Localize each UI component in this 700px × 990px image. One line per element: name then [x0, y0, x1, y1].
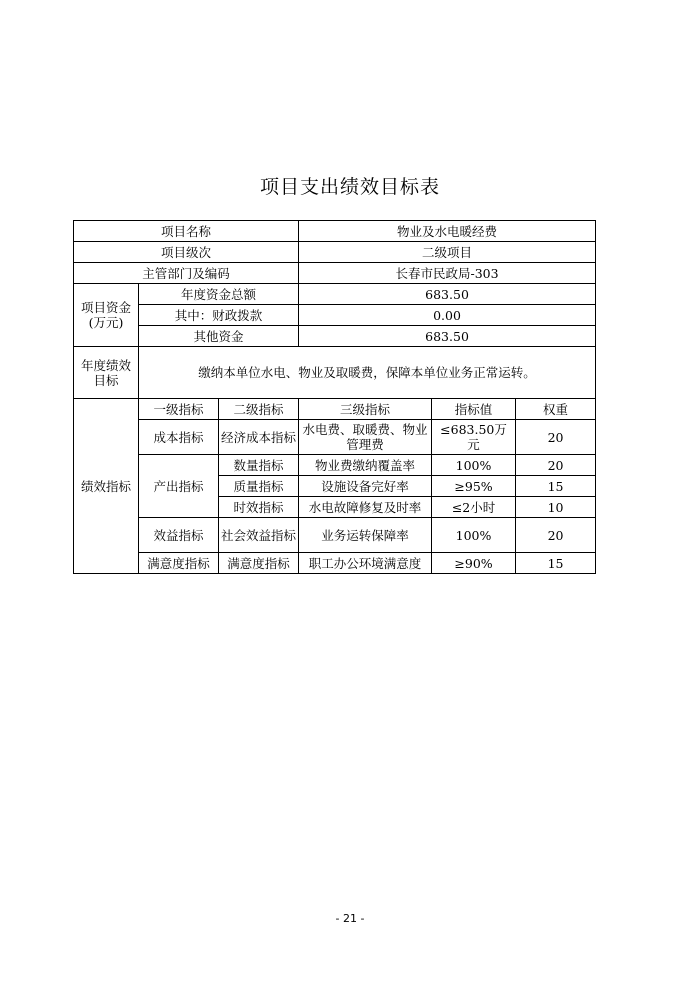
level3-cell: 设施设备完好率	[299, 476, 432, 497]
level3-cell: 职工办公环境满意度	[299, 553, 432, 574]
table-row	[74, 518, 596, 553]
project-name-label: 项目名称	[74, 221, 299, 242]
department-label: 主管部门及编码	[74, 263, 299, 284]
table-row	[74, 420, 596, 455]
weight-cell: 20	[516, 518, 596, 553]
level2-cell: 满意度指标	[219, 553, 299, 574]
table-row	[74, 221, 596, 242]
table-row	[74, 242, 596, 263]
group-satisfaction: 满意度指标	[139, 553, 219, 574]
project-name-value: 物业及水电暖经费	[299, 221, 596, 242]
annual-goal-label: 年度绩效目标	[74, 347, 139, 399]
table-row	[74, 326, 596, 347]
level2-cell: 时效指标	[219, 497, 299, 518]
table-row	[74, 455, 596, 476]
value-cell: ≤2小时	[432, 497, 516, 518]
project-level-label: 项目级次	[74, 242, 299, 263]
weight-cell: 15	[516, 476, 596, 497]
level3-cell: 业务运转保障率	[299, 518, 432, 553]
page-title: 项目支出绩效目标表	[259, 176, 440, 198]
level3-cell: 水电故障修复及时率	[299, 497, 432, 518]
table-row	[74, 347, 596, 399]
funds-total-value: 683.50	[299, 284, 596, 305]
weight-cell: 10	[516, 497, 596, 518]
project-level-value: 二级项目	[299, 242, 596, 263]
department-value: 长春市民政局-303	[299, 263, 596, 284]
funds-other-label: 其他资金	[139, 326, 299, 347]
header-level3: 三级指标	[299, 399, 432, 420]
performance-target-table	[73, 220, 596, 574]
level2-cell: 质量指标	[219, 476, 299, 497]
header-weight: 权重	[516, 399, 596, 420]
funds-label: 项目资金(万元)	[74, 284, 139, 347]
value-cell: ≥95%	[432, 476, 516, 497]
header-value: 指标值	[432, 399, 516, 420]
annual-goal-text: 缴纳本单位水电、物业及取暖费，保障本单位业务正常运转。	[139, 347, 596, 399]
funds-fiscal-label: 其中：财政拨款	[139, 305, 299, 326]
level2-cell: 数量指标	[219, 455, 299, 476]
value-cell: 100%	[432, 518, 516, 553]
value-cell: 100%	[432, 455, 516, 476]
level2-cell: 经济成本指标	[219, 420, 299, 455]
group-output: 产出指标	[139, 455, 219, 518]
funds-fiscal-value: 0.00	[299, 305, 596, 326]
group-cost: 成本指标	[139, 420, 219, 455]
funds-other-value: 683.50	[299, 326, 596, 347]
group-benefit: 效益指标	[139, 518, 219, 553]
header-level1: 一级指标	[139, 399, 219, 420]
value-cell: ≥90%	[432, 553, 516, 574]
weight-cell: 20	[516, 455, 596, 476]
level3-cell: 水电费、取暖费、物业管理费	[299, 420, 432, 455]
level3-cell: 物业费缴纳覆盖率	[299, 455, 432, 476]
header-level2: 二级指标	[219, 399, 299, 420]
value-cell: ≤683.50万元	[432, 420, 516, 455]
funds-total-label: 年度资金总额	[139, 284, 299, 305]
table-row	[74, 399, 596, 420]
indicators-label: 绩效指标	[74, 399, 139, 574]
weight-cell: 15	[516, 553, 596, 574]
weight-cell: 20	[516, 420, 596, 455]
table-row	[74, 305, 596, 326]
table-row	[74, 284, 596, 305]
level2-cell: 社会效益指标	[219, 518, 299, 553]
page-number: - 21 -	[335, 912, 365, 925]
table-row	[74, 553, 596, 574]
table-row	[74, 263, 596, 284]
